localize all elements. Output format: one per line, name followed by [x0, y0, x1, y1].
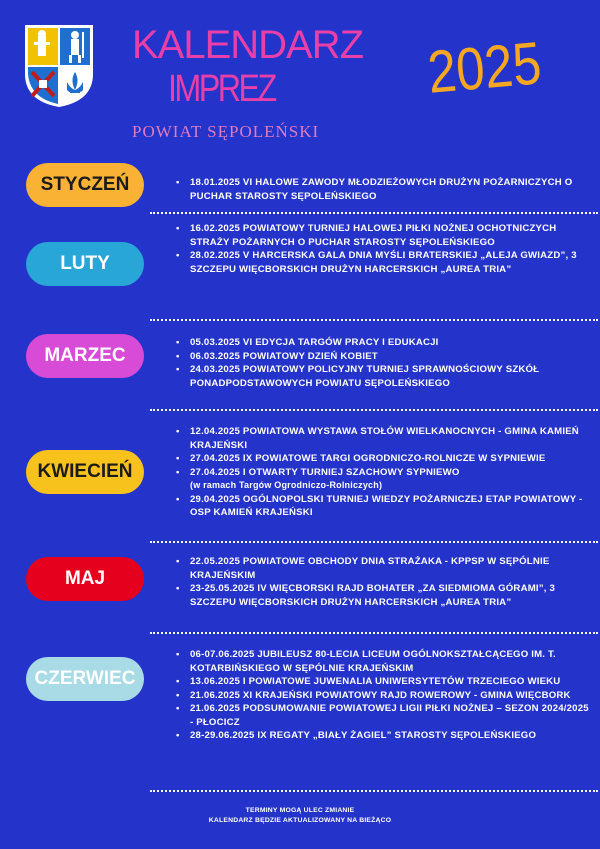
list-item: • 23-25.05.2025 IV WIĘCBORSKI RAJD BOHATER „ZA SIEDMIOMA GÓRAMI”, 3 SZCZEPU WIĘCBORSKICH DRUŻYN HARCERSKICH „AUREA TRIA”	[176, 583, 556, 608]
event-note: (w ramach Targów Ogrodniczo-Rolniczych)	[190, 480, 383, 490]
month-pill-styczen	[26, 163, 144, 207]
month-pill-czerwiec	[26, 657, 144, 701]
month-label: LUTY	[60, 253, 110, 274]
event-list-luty	[176, 222, 594, 276]
event-list-czerwiec	[176, 648, 594, 743]
event-list-kwiecien	[176, 425, 594, 520]
list-item: • 13.06.2025 I POWIATOWE JUWENALIA UNIWERSYTETÓW TRZECIEGO WIEKU	[176, 676, 561, 687]
divider	[150, 319, 598, 321]
footer-line-1: TERMINY MOGĄ ULEC ZMIANIE	[245, 807, 355, 814]
list-item: • 28-29.06.2025 IX REGATY „BIAŁY ŻAGIEL” STAROSTY SĘPOLEŃSKIEGO	[176, 730, 537, 741]
event-list-marzec	[176, 336, 594, 390]
divider	[150, 409, 598, 411]
footer-line-2: KALENDARZ BĘDZIE AKTUALIZOWANY NA BIEŻĄCO	[208, 817, 392, 824]
list-item: • 21.06.2025 XI KRAJEŃSKI POWIATOWY RAJD ROWEROWY - GMINA WIĘCBORK	[176, 689, 571, 701]
list-item: • 28.02.2025 V HARCERSKA GALA DNIA MYŚLI BRATERSKIEJ „ALEJA GWIAZD”, 3 SZCZEPU WIĘCBORSKICH DRUŻYN HARCERSKICH „AUREA TRIA”	[176, 250, 577, 275]
month-pill-maj	[26, 557, 144, 601]
list-item: • 27.04.2025 I OTWARTY TURNIEJ SZACHOWY SYPNIEWO (w ramach Targów Ogrodniczo-Rolniczych)	[176, 466, 460, 490]
month-pill-marzec	[26, 334, 144, 378]
list-item: • 06.03.2025 POWIATOWY DZIEŃ KOBIET	[176, 350, 378, 362]
month-pill-kwiecien	[26, 450, 144, 494]
list-item: • 21.06.2025 PODSUMOWANIE POWIATOWEJ LIGII PIŁKI NOŻNEJ – SEZON 2024/2025 - PŁOCICZ	[176, 703, 589, 728]
list-item: • 16.02.2025 POWIATOWY TURNIEJ HALOWEJ PIŁKI NOŻNEJ OCHOTNICZYCH STRAŻY POŻARNYCH O PUCHAR STAROSTY SĘPOLEŃSKIEGO	[176, 223, 557, 248]
coat-of-arms-logo	[24, 24, 94, 108]
list-item: • 12.04.2025 POWIATOWA WYSTAWA STOŁÓW WIELKANOCNYCH - GMINA KAMIEŃ KRAJEŃSKI	[176, 426, 579, 451]
month-label: STYCZEŃ	[40, 174, 130, 195]
list-item: • 29.04.2025 OGÓLNOPOLSKI TURNIEJ WIEDZY POŻARNICZEJ ETAP POWIATOWY - OSP KAMIEŃ KRAJEŃSKI	[176, 493, 583, 518]
month-label: CZERWIEC	[34, 668, 136, 689]
footer	[0, 806, 600, 826]
event-list-maj	[176, 555, 594, 609]
month-label: MARZEC	[44, 345, 126, 366]
list-item: • 27.04.2025 IX POWIATOWE TARGI OGRODNICZO-ROLNICZE W SYPNIEWIE	[176, 453, 546, 464]
divider	[150, 632, 598, 634]
title-line-2: IMPREZ	[168, 68, 275, 110]
divider	[150, 790, 598, 792]
list-item: • 22.05.2025 POWIATOWE OBCHODY DNIA STRAŻAKA - KPPSP W SĘPÓLNIE KRAJEŃSKIM	[176, 556, 550, 581]
year-label: 2025	[425, 29, 544, 106]
list-item: • 05.03.2025 VI EDYCJA TARGÓW PRACY I EDUKACJI	[176, 337, 439, 348]
list-item: • 18.01.2025 VI HALOWE ZAWODY MŁODZIEŻOWYCH DRUŻYN POŻARNICZYCH O PUCHAR STAROSTY SĘPOLEŃSKIEGO	[176, 177, 573, 202]
month-label: KWIECIEŃ	[37, 461, 133, 482]
title-line-1: KALENDARZ	[132, 23, 364, 67]
subtitle: POWIAT SĘPOLEŃSKI	[132, 122, 320, 141]
event-list-styczen	[176, 176, 594, 203]
month-label: MAJ	[64, 568, 106, 589]
month-pill-luty	[26, 242, 144, 286]
divider	[150, 541, 598, 543]
list-item: • 06-07.06.2025 JUBILEUSZ 80-LECIA LICEUM OGÓLNOKSZTAŁCĄCEGO IM. T. KOTARBIŃSKIEGO W SĘPÓLNIE KRAJEŃSKIM	[176, 649, 556, 674]
divider	[150, 212, 598, 214]
list-item: • 24.03.2025 POWIATOWY POLICYJNY TURNIEJ SPRAWNOŚCIOWY SZKÓŁ PONADPODSTAWOWYCH POWIATU SĘPOLEŃSKIEGO	[176, 364, 540, 389]
